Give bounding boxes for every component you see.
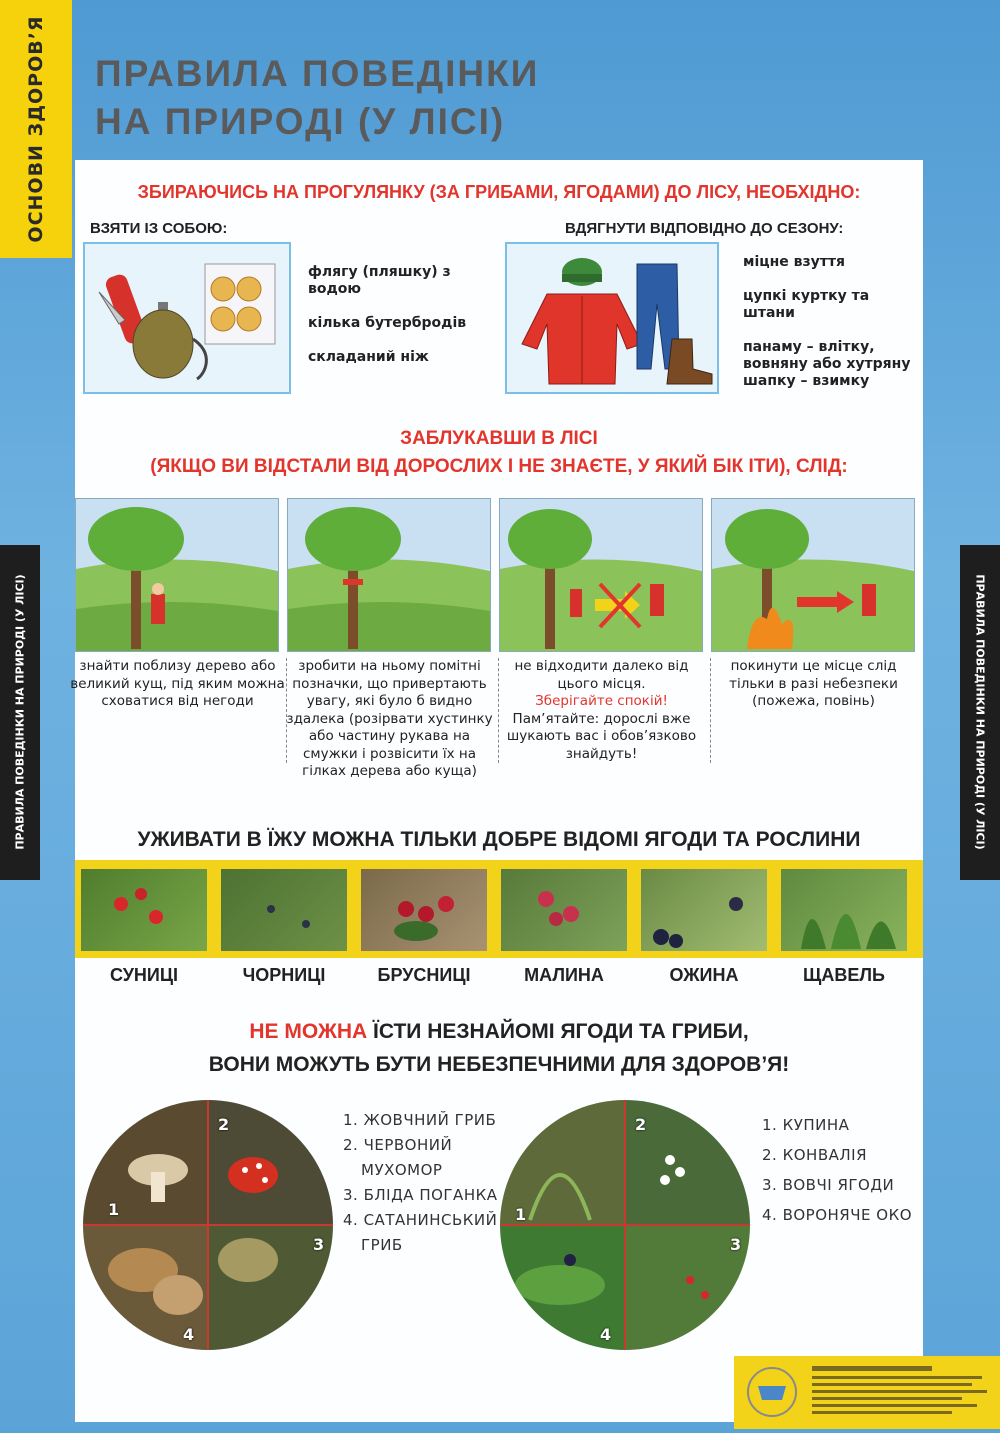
scene-mark-tree <box>287 498 491 652</box>
supplies-illustration <box>83 242 291 394</box>
lost-subheading: (ЯКЩО ВИ ВІДСТАЛИ ВІД ДОРОСЛИХ І НЕ ЗНАЄТЕ, У ЯКИЙ БІК ІТИ), СЛІД: <box>150 456 848 477</box>
remember-note: Пам’ятайте: дорослі вже шукають вас і обов’язково знайдуть! <box>506 710 697 762</box>
photo-raspberry <box>501 869 627 951</box>
hat-icon <box>562 258 602 286</box>
content-sheet <box>70 160 923 1422</box>
take-label: ВЗЯТИ ІЗ СОБОЮ: <box>90 220 228 237</box>
scene-shelter-under-tree <box>75 498 279 652</box>
clothing-illustration <box>505 242 719 394</box>
section-preparation-heading: ЗБИРАЮЧИСЬ НА ПРОГУЛЯНКУ (ЗА ГРИБАМИ, ЯГОДАМИ) ДО ЛІСУ, НЕОБХІДНО: <box>137 182 861 202</box>
calm-note: Зберігайте спокій! <box>535 693 668 709</box>
sandwiches-icon <box>205 264 275 344</box>
jacket-icon <box>522 294 642 384</box>
label-blueberry: ЧОРНИЦІ <box>242 965 326 985</box>
poisonous-mushrooms-photo: 1 2 3 4 <box>83 1100 333 1350</box>
scene-leave-if-danger <box>711 498 915 652</box>
label-strawberry: СУНИЦІ <box>109 965 179 985</box>
caption-mark: зробити на ньому помітні позначки, що привертають увагу, які було б видно здалека (розірвати хустинку або частину рукава на смужки і розвісити їх на гілках дерева або куща) <box>286 658 493 779</box>
danger-subheading: ВОНИ МОЖУТЬ БУТИ НЕБЕЗПЕЧНИМИ ДЛЯ ЗДОРОВ’Я! <box>208 1053 790 1076</box>
flask-icon <box>133 302 206 379</box>
plant-list: 1. КУПИНА 2. КОНВАЛІЯ 3. ВОВЧІ ЯГОДИ 4. ВОРОНЯЧЕ ОКО <box>762 1116 913 1224</box>
edible-heading: УЖИВАТИ В ЇЖУ МОЖНА ТІЛЬКИ ДОБРЕ ВІДОМІ ЯГОДИ ТА РОСЛИНИ <box>137 828 861 851</box>
scene-stay-put <box>499 498 703 652</box>
label-lingonberry: БРУСНИЦІ <box>377 965 471 985</box>
lost-heading: ЗАБЛУКАВШИ В ЛІСІ <box>400 428 598 449</box>
publisher-logo-icon <box>734 1356 1000 1429</box>
publisher-footer <box>734 1356 1000 1429</box>
wear-list: міцне взуття цупкі куртку та штани панаму – влітку, вовняну або хутряну шапку – взимку <box>743 254 911 389</box>
photo-lingonberry <box>361 869 487 951</box>
series-label: ОСНОВИ ЗДОРОВ’Я <box>0 0 72 258</box>
side-tab-left: ПРАВИЛА ПОВЕДІНКИ НА ПРИРОДІ (У ЛІСІ) <box>0 545 40 880</box>
caption-leave: покинути це місце слід тільки в разі небезпеки (пожежа, повінь) <box>729 658 898 709</box>
wear-label: ВДЯГНУТИ ВІДПОВІДНО ДО СЕЗОНУ: <box>565 220 844 237</box>
photo-strawberry <box>81 869 207 951</box>
photo-blueberry <box>221 869 347 951</box>
caption-stay: не відходити далеко від цього місця. Зберігайте спокій! Пам’ятайте: дорослі вже шукають вас і обов’язково знайдуть! <box>494 658 709 763</box>
boot-icon <box>667 339 712 384</box>
page-title: ПРАВИЛА ПОВЕДІНКИ НА ПРИРОДІ (У ЛІСІ) <box>95 53 540 142</box>
mushroom-list: 1. ЖОВЧНИЙ ГРИБ 2. ЧЕРВОНИЙ МУХОМОР 3. БЛІДА ПОГАНКА 4. САТАНИНСЬКИЙ ГРИБ <box>343 1111 498 1254</box>
danger-heading: НЕ МОЖНА ЇСТИ НЕЗНАЙОМІ ЯГОДИ ТА ГРИБИ, <box>249 1020 749 1043</box>
caption-shelter: знайти поблизу дерево або великий кущ, під яким можна сховатися від негоди <box>70 658 285 709</box>
label-blackberry: ОЖИНА <box>669 965 739 985</box>
label-raspberry: МАЛИНА <box>524 965 604 985</box>
label-sorrel: ЩАВЕЛЬ <box>803 965 885 985</box>
side-tab-right: ПРАВИЛА ПОВЕДІНКИ НА ПРИРОДІ (У ЛІСІ) <box>960 545 1000 880</box>
photo-blackberry <box>641 869 767 951</box>
photo-sorrel <box>781 869 907 951</box>
take-list: флягу (пляшку) з водою кілька бутербродів складаний ніж <box>308 264 467 365</box>
poisonous-plants-photo: 1 2 3 4 <box>500 1100 750 1350</box>
